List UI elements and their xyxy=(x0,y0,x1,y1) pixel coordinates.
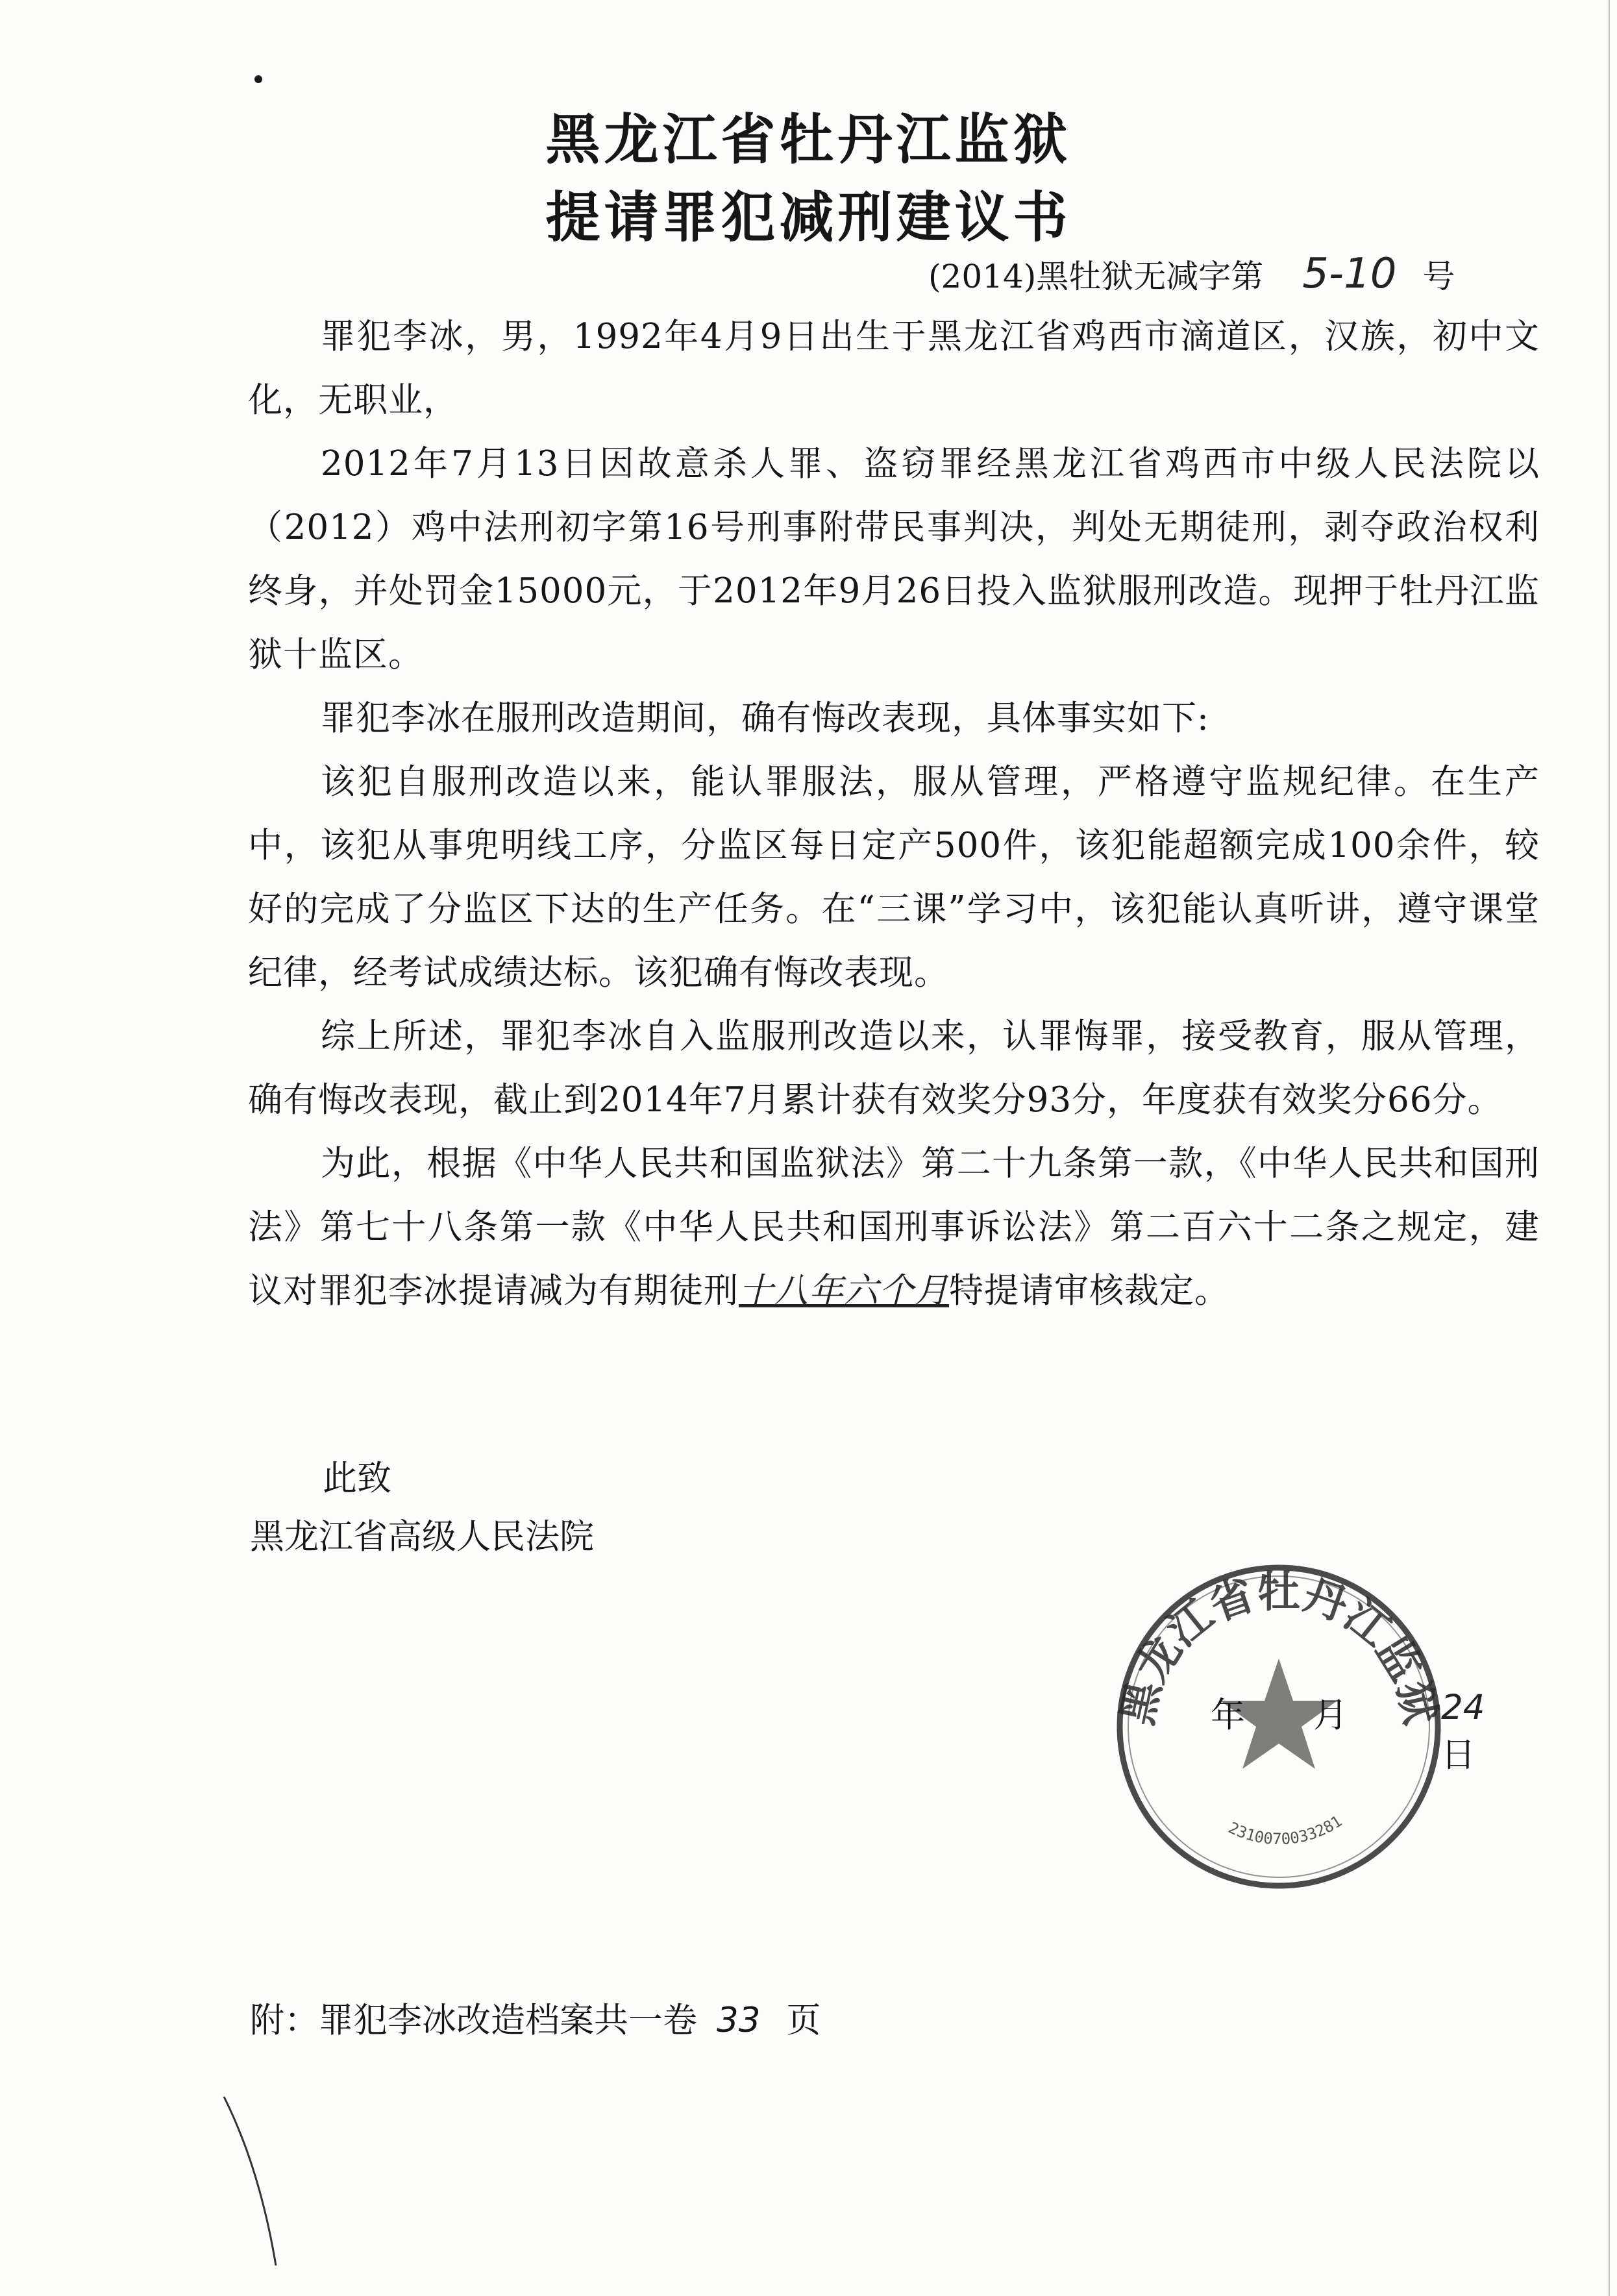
official-seal xyxy=(1097,1538,1461,1902)
date-day-handwritten: 24 xyxy=(1441,1688,1485,1727)
paragraph-summary: 综上所述，罪犯李冰自入监服刑改造以来，认罪悔罪，接受教育，服从管理，确有悔改表现，截止到2014年7月累计获有效奖分93分，年度获有效奖分66分。 xyxy=(248,1017,1540,1120)
document-title-line1: 黑龙江省牡丹江监狱 xyxy=(545,107,1072,171)
date-day xyxy=(1441,1688,1487,1777)
svg-text:黑龙江省牡丹江监狱: 黑龙江省牡丹江监狱 xyxy=(1111,1566,1447,1729)
document-number-handwritten: 5-10 xyxy=(1302,250,1397,298)
paragraph-conviction: 2012年7月13日因故意杀人罪、盗窃罪经黑龙江省鸡西市中级人民法院以（2012）鸡中法刑初字第16号刑事附带民事判决，判处无期徒刑，剥夺政治权利终身，并处罚金15000元，于2012年9月26日投入监狱服刑改造。现押于牡丹江监狱十监区。 xyxy=(248,444,1540,674)
svg-text:2310070033281: 2310070033281 xyxy=(1226,1812,1346,1849)
paragraph-recommendation xyxy=(248,1132,1540,1323)
salutation: 此致 xyxy=(323,1459,391,1498)
paragraph-personal-info: 罪犯李冰，男，1992年4月9日出生于黑龙江省鸡西市滴道区，汉族，初中文化，无职业， xyxy=(248,317,1540,420)
recommendation-tail: 特提请审核裁定。 xyxy=(949,1271,1229,1311)
addressee: 黑龙江省高级人民法院 xyxy=(250,1517,594,1557)
recommendation-text: 为此，根据《中华人民共和国监狱法》第二十九条第一款，《中华人民共和国刑法》第七十八条第一款《中华人民共和国刑事诉讼法》第二百六十二条之规定，建议对罪犯李冰提请减为有期徒刑 xyxy=(248,1144,1540,1311)
document-number xyxy=(928,250,1455,298)
document-body xyxy=(248,305,1540,1323)
annex-pages-handwritten: 33 xyxy=(717,2001,761,2040)
recommendation-handwritten-term: 十八年六个月 xyxy=(739,1271,949,1311)
date-year-label: 年 xyxy=(1211,1696,1245,1735)
document-number-prefix: (2014)黑牡狱无减字第 xyxy=(928,258,1264,295)
paragraph-facts: 该犯自服刑改造以来，能认罪服法，服从管理，严格遵守监规纪律。在生产中，该犯从事兜明线工序，分监区每日定产500件，该犯能超额完成100余件，较好的完成了分监区下达的生产任务。在“三课”学习中，该犯能认真听讲，遵守课堂纪律，经考试成绩达标。该犯确有悔改表现。 xyxy=(248,762,1540,993)
annex-text: 附：罪犯李冰改造档案共一卷 xyxy=(250,2001,697,2040)
scan-speck xyxy=(254,75,262,83)
annex-note xyxy=(250,1993,821,2042)
annex-pages-suffix: 页 xyxy=(786,2001,821,2040)
pen-stroke xyxy=(214,2090,305,2272)
date-day-label: 日 xyxy=(1441,1735,1475,1775)
document-number-suffix: 号 xyxy=(1422,258,1455,295)
paragraph-repentance-intro: 罪犯李冰在服刑改造期间，确有悔改表现，具体事实如下: xyxy=(321,698,1209,738)
scan-edge-line xyxy=(1609,0,1610,2296)
document-title-line2: 提请罪犯减刑建议书 xyxy=(545,185,1072,249)
date-month-label: 月 xyxy=(1313,1696,1348,1735)
